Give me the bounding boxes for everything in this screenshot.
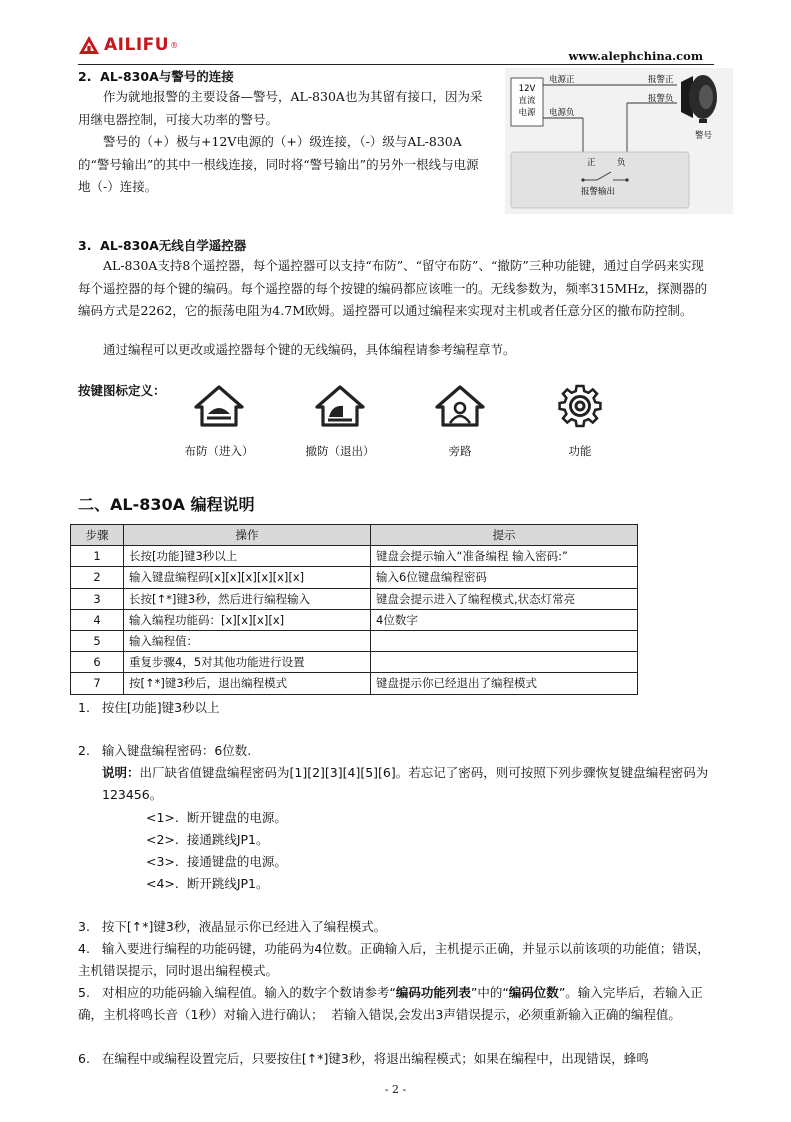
table-row <box>71 652 638 673</box>
key-icons-label: 按键图标定义： <box>78 383 166 398</box>
psu-label-1: 12V <box>518 84 536 94</box>
key-icon-bypass <box>415 383 505 459</box>
step-hint: 键盘提示你已经退出了编程模式 <box>371 673 638 694</box>
siren-negative-label: 报警负 <box>648 94 674 104</box>
table-header-row <box>71 525 638 546</box>
recovery-step-1: <1>. 断开键盘的电源。 <box>146 810 287 825</box>
power-negative-label: 电源负 <box>549 108 575 118</box>
table-header-hint: 提示 <box>371 525 638 546</box>
step-hint: 输入6位键盘编程密码 <box>371 567 638 588</box>
note-2-explanation <box>102 762 714 806</box>
remote-paragraph-2: 通过编程可以更改或遥控器每个键的无线编码，具体编程请参考编程章节。 <box>103 342 516 357</box>
recovery-step-3: <3>. 接通键盘的电源。 <box>146 854 287 869</box>
note-5 <box>78 982 714 1026</box>
step-operation: 输入编程功能码：[x][x][x][x] <box>124 609 371 630</box>
table-row <box>71 673 638 694</box>
note-3: 3. 按下[↑*]键3秒，液晶显示你已经进入了编程模式。 <box>78 919 387 934</box>
control-panel-box <box>511 152 689 208</box>
brand-logo <box>78 35 178 55</box>
step-operation: 输入键盘编程码[x][x][x][x][x][x] <box>124 567 371 588</box>
note-2-explanation-label: 说明： <box>102 765 140 780</box>
arm-home-icon <box>192 383 246 431</box>
psu-label-2: 直流 <box>518 96 536 106</box>
step-number: 2 <box>71 567 124 588</box>
step-operation: 输入编程值： <box>124 630 371 651</box>
step-hint <box>371 652 638 673</box>
header-url[interactable]: www.alephchina.com <box>568 49 703 63</box>
table-row <box>71 567 638 588</box>
siren-horn-icon <box>681 75 717 123</box>
step-hint: 键盘会提示进入了编程模式,状态灯常亮 <box>371 588 638 609</box>
output-positive-label: 正 <box>587 158 596 168</box>
brand-logo-icon <box>78 35 100 55</box>
note-5-ref-digits: 编码位数 <box>508 985 559 1000</box>
registered-mark: ® <box>170 40 179 50</box>
note-5-ref-table: 编码功能列表 <box>395 985 471 1000</box>
siren-paragraph-2: 警号的（+）极与+12V电源的（+）级连接，（-）级与AL-830A的“警号输出”的其中一根线连接，同时将“警号输出”的另外一根线与电源地（-）连接。 <box>78 134 479 194</box>
remote-paragraph-1: AL-830A支持8个遥控器，每个遥控器可以支持“布防”、“留守布防”、“撤防”三种功能键，通过自学码来实现每个遥控器的每个键的编码。每个遥控器的每个按键的编码都应该唯一的。无线参数为，频率315MHz，探测器的编码方式是2262，它的振荡电阻为4.7M欧姆。遥控器可以通过编程来实现对主机或者任意分区的撤布防控制。 <box>78 258 708 318</box>
output-negative-label: 负 <box>617 158 626 168</box>
section-siren-title: 2. AL-830A与警号的连接 <box>78 69 234 84</box>
gear-icon <box>553 383 607 431</box>
step-number: 7 <box>71 673 124 694</box>
programming-section-title: 二、AL-830A 编程说明 <box>78 495 255 514</box>
section-remote-title: 3. AL-830A无线自学遥控器 <box>78 238 247 253</box>
step-hint: 4位数字 <box>371 609 638 630</box>
step-number: 5 <box>71 630 124 651</box>
table-header-step: 步骤 <box>71 525 124 546</box>
note-1: 1. 按住[功能]键3秒以上 <box>78 700 220 715</box>
siren-label: 警号 <box>695 131 713 141</box>
siren-positive-label: 报警正 <box>648 75 674 85</box>
step-operation: 按[↑*]键3秒后，退出编程模式 <box>124 673 371 694</box>
step-number: 6 <box>71 652 124 673</box>
note-2: 2. 输入键盘编程密码：6位数. <box>78 743 252 758</box>
step-hint: 键盘会提示输入“准备编程 输入密码:” <box>371 546 638 567</box>
page-number: - 2 - <box>384 1083 407 1096</box>
step-operation: 重复步骤4，5对其他功能进行设置 <box>124 652 371 673</box>
table-header-operation: 操作 <box>124 525 371 546</box>
header-divider <box>78 64 714 65</box>
note-2-explanation-text: 出厂缺省值键盘编程密码为[1][2][3][4][5][6]。若忘记了密码，则可按照下列步骤恢复键盘编程密码为123456。 <box>102 765 709 802</box>
disarm-home-icon <box>313 383 367 431</box>
table-row <box>71 546 638 567</box>
step-operation: 长按[↑*]键3秒，然后进行编程输入 <box>124 588 371 609</box>
key-icon-disarm-caption: 撤防（退出） <box>305 444 375 458</box>
step-number: 4 <box>71 609 124 630</box>
brand-name: AILIFU <box>104 35 170 55</box>
key-icon-function-caption: 功能 <box>568 444 592 458</box>
alarm-output-label: 报警输出 <box>581 187 616 197</box>
bypass-home-icon <box>433 383 487 431</box>
note-5-text-a: 5. 对相应的功能码输入编程值。输入的数字个数请参考“ <box>78 985 396 1000</box>
step-operation: 长按[功能]键3秒以上 <box>124 546 371 567</box>
table-row <box>71 630 638 651</box>
siren-wiring-diagram <box>505 68 733 214</box>
power-positive-label: 电源正 <box>549 75 575 85</box>
step-number: 3 <box>71 588 124 609</box>
key-icon-arm <box>174 383 264 459</box>
key-icon-function <box>535 383 625 459</box>
key-icon-arm-caption: 布防（进入） <box>184 444 254 458</box>
table-row <box>71 609 638 630</box>
recovery-step-4: <4>. 断开跳线JP1。 <box>146 876 269 891</box>
key-icon-disarm <box>295 383 385 459</box>
note-5-text-c: ”中的“ <box>470 985 509 1000</box>
step-hint <box>371 630 638 651</box>
table-row <box>71 588 638 609</box>
programming-steps-table <box>70 524 638 695</box>
note-6: 6. 在编程中或编程设置完后，只要按住[↑*]键3秒，将退出编程模式；如果在编程中，出现错误，蜂鸣 <box>78 1051 649 1066</box>
note-5-text-e: ”。输入完毕后，若输入正确，主机将鸣长音（1秒）对输入进行确认； 若输入错误,会发出3声错误提示，必须重新输入正确的编程值。 <box>78 985 703 1022</box>
recovery-step-2: <2>. 接通跳线JP1。 <box>146 832 269 847</box>
psu-label-3: 电源 <box>518 108 536 118</box>
siren-paragraph-1: 作为就地报警的主要设备—警号，AL-830A也为其留有接口，因为采用继电器控制，可接大功率的警号。 <box>78 89 483 127</box>
note-4: 4. 输入要进行编程的功能码键，功能码为4位数。正确输入后，主机提示正确，并显示以前该项的功能值；错误，主机错误提示，同时退出编程模式。 <box>78 941 710 978</box>
key-icon-bypass-caption: 旁路 <box>448 444 472 458</box>
step-number: 1 <box>71 546 124 567</box>
